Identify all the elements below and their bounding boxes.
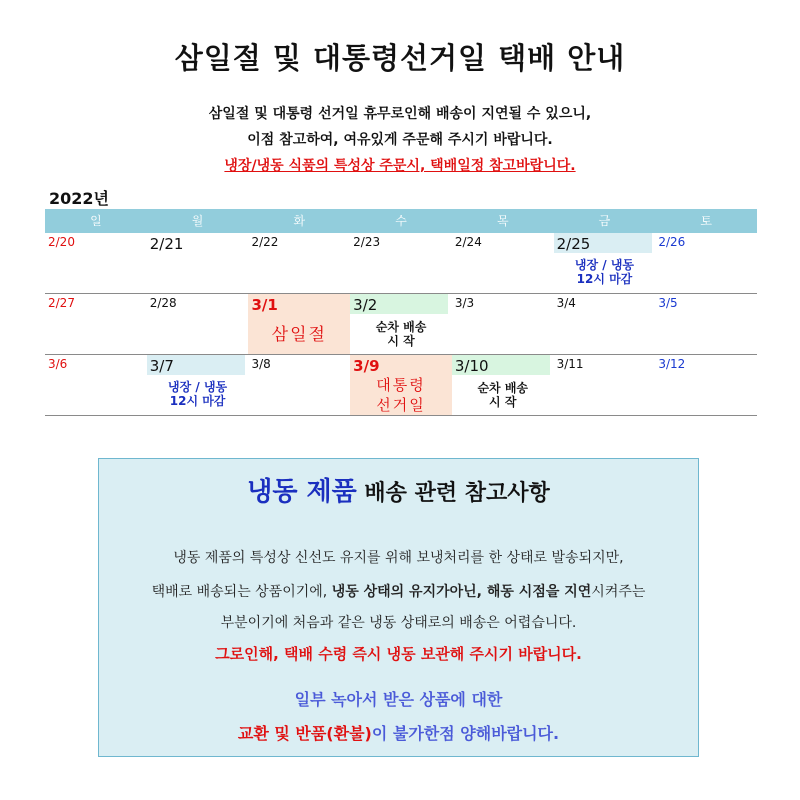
day-date: 2/22 [251,235,279,249]
day-cell [655,233,757,293]
notice-line-2a: 택배로 배송되는 상품이기에, [151,584,332,600]
cutoff-note-time: 12시 마감 [169,394,226,408]
day-date: 3/10 [454,357,489,375]
day-date: 3/8 [251,357,271,371]
notice-line-3: 부분이기에 처음과 같은 냉동 상태로의 배송은 어렵습니다. [220,615,577,631]
frozen-notice-box [98,458,699,757]
notice-line-2c: 시켜주는 [591,584,646,600]
weekday-fri: 금 [598,214,611,228]
delivery-start-note: 순차 배송 [477,381,528,395]
day-date: 3/1 [251,296,278,314]
notice-line-1: 냉동 제품의 특성상 신선도 유지를 위해 보냉처리를 한 상태로 발송되지만, [173,550,624,566]
day-cell [655,294,757,354]
day-cell [147,355,249,415]
day-cell [147,233,249,293]
day-date: 2/25 [556,235,591,253]
calendar-week-2 [45,294,757,355]
holiday-label-2: 선거일 [376,396,426,414]
day-cell [655,355,757,415]
day-cell [147,294,249,354]
notice-line-2 [99,581,698,601]
day-date: 3/6 [48,357,68,371]
notice-title [99,471,698,508]
page-title: 삼일절 및 대통령선거일 택배 안내 [174,41,626,75]
day-cell [452,233,554,293]
cutoff-note-time: 12시 마감 [576,272,633,286]
cutoff-note: 냉장 / 냉동 [574,258,634,272]
holiday-label: 삼일절 [271,325,327,345]
day-date: 3/11 [556,357,584,371]
day-date: 3/5 [658,296,678,310]
day-date: 3/12 [658,357,686,371]
day-date: 3/9 [353,357,380,375]
day-cell [452,294,554,354]
day-cell [45,233,147,293]
day-cell [350,233,452,293]
intro-line-1: 삼일절 및 대통령 선거일 휴무로인해 배송이 지연될 수 있으니, [208,106,592,122]
delivery-start-note-2: 시 작 [489,395,517,409]
day-cell [45,355,147,415]
notice-title-rest: 배송 관련 참고사항 [356,481,550,506]
day-cell [554,355,656,415]
day-date: 3/3 [454,296,475,310]
day-cell [248,294,350,354]
day-date: 3/2 [353,296,378,314]
day-cell [554,294,656,354]
day-cell [350,355,452,415]
weekday-sat: 토 [700,214,712,228]
day-cell [350,294,452,354]
day-date: 2/23 [353,235,381,249]
day-date: 2/24 [454,235,482,249]
delivery-start-note-2: 시 작 [387,334,415,348]
day-cell [248,355,350,415]
day-date: 2/27 [48,296,75,310]
weekday-sun: 일 [90,214,102,228]
day-cell [554,233,656,293]
notice-line-5: 일부 녹아서 받은 상품에 대한 [294,690,503,709]
calendar-header [45,209,757,233]
calendar [45,209,757,416]
notice-line-6-rest: 이 불가한점 양해바랍니다. [371,724,560,743]
holiday-label: 대통령 [376,376,426,394]
day-date: 2/21 [149,235,184,253]
day-date: 3/7 [149,357,174,375]
day-date: 3/4 [556,296,576,310]
day-date: 2/26 [658,235,686,249]
notice-line-6 [99,721,698,744]
day-date: 2/20 [48,235,75,249]
weekday-tue: 화 [293,214,306,228]
intro-warning: 냉장/냉동 식품의 특성상 주문시, 택배일정 참고바랍니다. [224,158,576,174]
notice-line-4: 그로인해, 택배 수령 즉시 냉동 보관해 주시기 바랍니다. [215,645,582,663]
weekday-thu: 목 [496,214,509,228]
weekday-mon: 월 [191,214,204,228]
calendar-week-1 [45,233,757,294]
notice-line-6-red: 교환 및 반품(환불) [237,724,372,743]
day-date: 2/28 [149,296,177,310]
delivery-start-note: 순차 배송 [375,320,427,334]
day-cell [248,233,350,293]
calendar-year: 2022년 [49,189,109,208]
notice-title-highlight: 냉동 제품 [247,477,357,507]
intro-line-2: 이점 참고하여, 여유있게 주문해 주시기 바랍니다. [247,132,553,148]
day-cell [45,294,147,354]
cutoff-note: 냉장 / 냉동 [168,380,228,394]
day-cell [452,355,554,415]
calendar-week-3 [45,355,757,416]
weekday-wed: 수 [395,214,407,228]
notice-line-2-emphasis: 냉동 상태의 유지가아닌, 해동 시점을 지연 [331,584,592,600]
